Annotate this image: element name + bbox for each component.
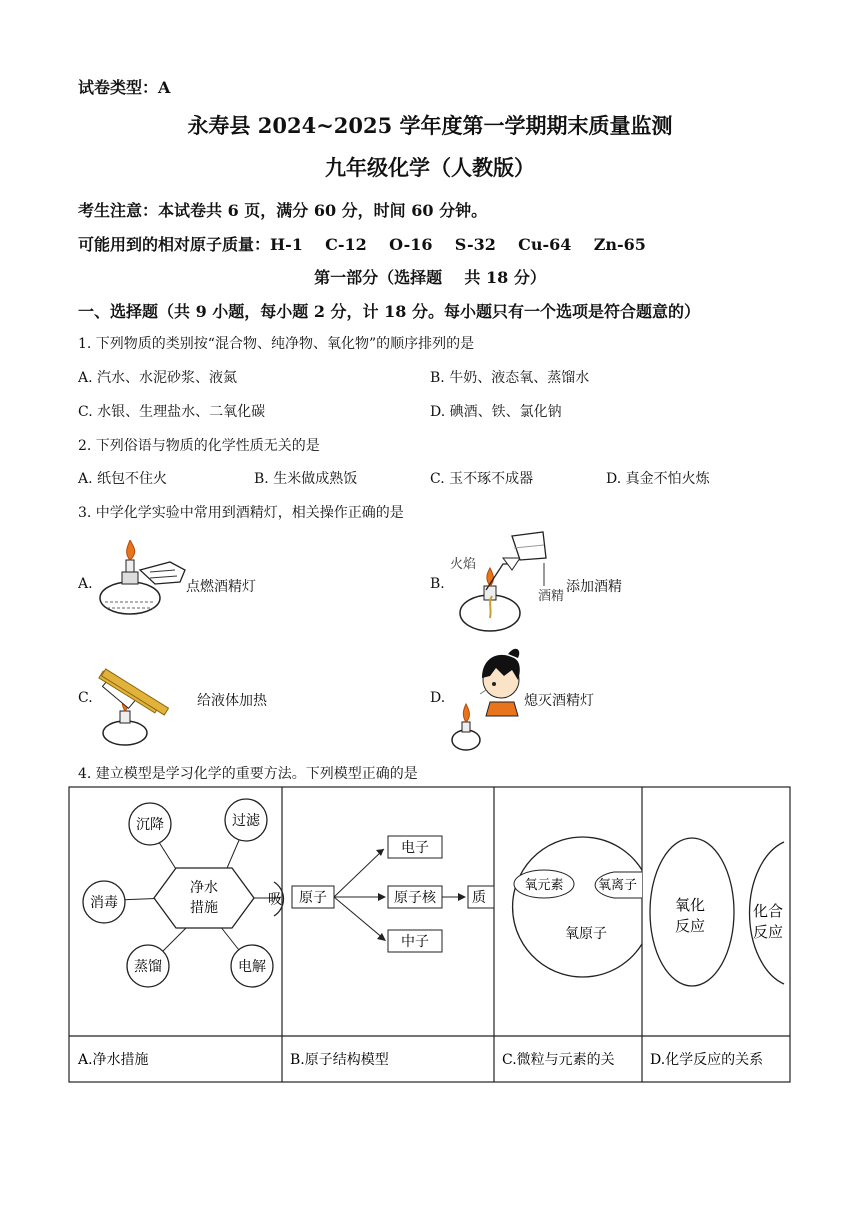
atomic-masses: 可能用到的相对原子质量：H-1 C-12 O-16 S-32 Cu-64 Zn-65 <box>78 235 646 254</box>
q4-a-center-line2: 措施 <box>190 900 218 916</box>
q4-a-diagram <box>83 799 283 987</box>
q4-a-node-filtering: 过滤 <box>232 813 260 829</box>
q4-b-diagram <box>292 836 494 952</box>
q4-d-diagram <box>650 838 784 986</box>
q3-option-b-label: 添加酒精 <box>566 579 622 595</box>
exam-notice: 考生注意：本试卷共 6 页，满分 60 分，时间 60 分钟。 <box>78 201 488 220</box>
q4-c-diagram <box>513 837 642 977</box>
q3-b-alcohol-label: 酒精 <box>538 589 565 604</box>
q4-b-atom: 原子 <box>299 890 327 906</box>
q4-caption-b: B.原子结构模型 <box>290 1052 389 1068</box>
q4-caption-c: C.微粒与元素的关 <box>502 1052 615 1068</box>
q4-b-proton: 质 <box>472 890 486 906</box>
question-4-stem: 4. 建立模型是学习化学的重要方法。下列模型正确的是 <box>78 766 418 782</box>
q4-caption-d: D.化学反应的关系 <box>650 1052 764 1068</box>
paper-subtitle: 九年级化学（人教版） <box>325 155 535 180</box>
q3-option-c-illustration <box>95 645 200 750</box>
q4-a-center-line1: 净水 <box>190 880 218 896</box>
q3-option-d-illustration <box>446 640 526 755</box>
q3-option-a-label: 点燃酒精灯 <box>186 579 256 595</box>
q4-b-electron: 电子 <box>401 840 429 856</box>
q4-a-node-electrolysis: 电解 <box>238 959 266 975</box>
q3-option-c-letter: C. <box>78 690 93 706</box>
q4-c-ion: 氧离子 <box>598 878 638 893</box>
question-2-stem: 2. 下列俗语与物质的化学性质无关的是 <box>78 438 320 454</box>
q4-caption-a: A.净水措施 <box>78 1052 149 1068</box>
q4-a-node-settling: 沉降 <box>136 817 164 833</box>
q3-option-a-illustration <box>95 540 190 620</box>
part1-heading: 第一部分（选择题 共 18 分） <box>314 268 546 287</box>
q4-d-right-line1: 化合 <box>752 902 784 920</box>
q3-option-b-letter: B. <box>430 576 445 592</box>
q4-model-table <box>68 786 792 1084</box>
q3-option-d-label: 熄灭酒精灯 <box>524 693 594 709</box>
q4-b-neutron: 中子 <box>401 934 429 950</box>
q1-option-a: A. 汽水、水泥砂浆、液氮 <box>78 370 238 386</box>
q3-b-flame-label: 火焰 <box>450 557 477 572</box>
question-1-stem: 1. 下列物质的类别按“混合物、纯净物、氧化物”的顺序排列的是 <box>78 336 475 352</box>
q4-d-left-line1: 氧化 <box>674 896 706 914</box>
q1-option-c: C. 水银、生理盐水、二氧化碳 <box>78 404 266 420</box>
q3-option-d-letter: D. <box>430 690 446 706</box>
q3-option-a-letter: A. <box>78 576 93 592</box>
q4-a-node-disinfect: 消毒 <box>90 895 118 911</box>
q3-option-c-label: 给液体加热 <box>197 693 267 709</box>
q4-d-left-line2: 反应 <box>674 917 706 935</box>
q2-option-c: C. 玉不琢不成器 <box>430 471 534 487</box>
q4-c-element: 氧元素 <box>524 878 564 893</box>
section-heading: 一、选择题（共 9 小题，每小题 2 分，计 18 分。每小题只有一个选项是符合题意的） <box>78 302 700 321</box>
q4-c-atom: 氧原子 <box>565 926 607 942</box>
q3-option-b-illustration <box>448 528 568 640</box>
q1-option-b: B. 牛奶、液态氧、蒸馏水 <box>430 370 590 386</box>
q4-d-right-line2: 反应 <box>752 923 784 941</box>
paper-title: 永寿县 2024~2025 学年度第一学期期末质量监测 <box>187 113 673 138</box>
q4-a-node-distill: 蒸馏 <box>134 959 162 975</box>
q4-a-node-adsorb: 吸 <box>268 892 282 908</box>
q2-option-a: A. 纸包不住火 <box>78 471 168 487</box>
q2-option-d: D. 真金不怕火炼 <box>606 471 710 487</box>
paper-type: 试卷类型：A <box>78 78 171 97</box>
q4-b-nucleus: 原子核 <box>394 890 436 906</box>
q1-option-d: D. 碘酒、铁、氯化钠 <box>430 404 562 420</box>
q2-option-b: B. 生米做成熟饭 <box>254 471 358 487</box>
question-3-stem: 3. 中学化学实验中常用到酒精灯，相关操作正确的是 <box>78 505 404 521</box>
